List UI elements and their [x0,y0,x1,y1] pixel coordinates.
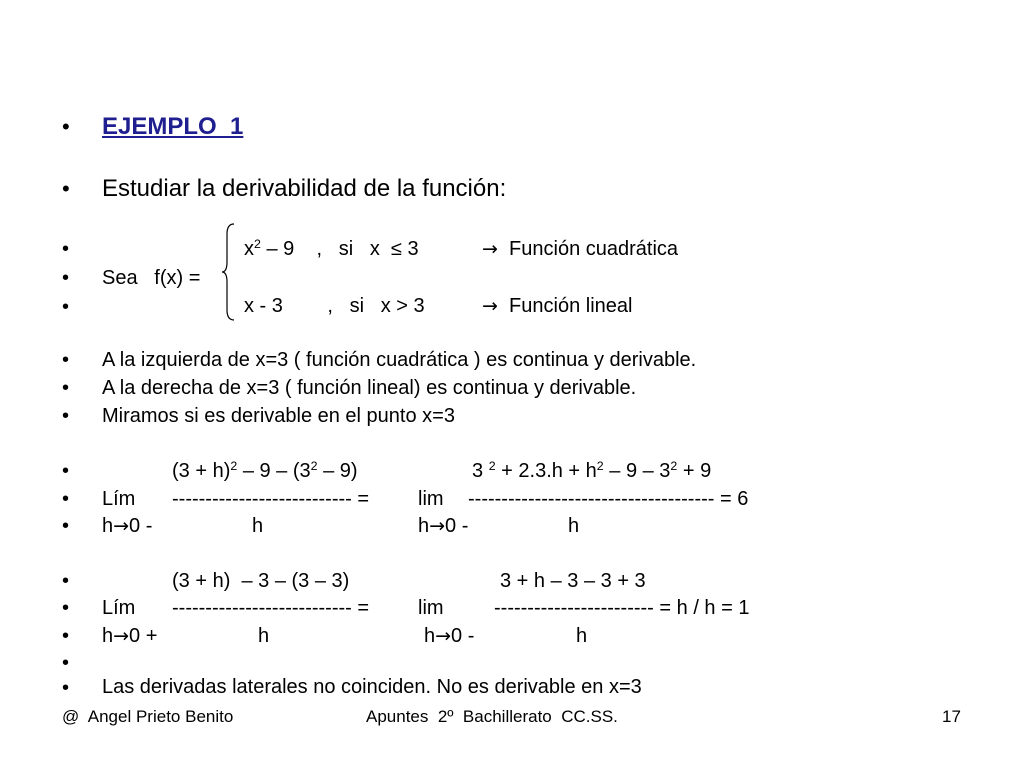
bullet: • [62,405,70,427]
right-limit-numerator-2: 3 + h – 3 – 3 + 3 [500,570,646,592]
arrow-right-icon: → [435,625,452,647]
piece-row-quadratic [244,239,419,259]
arrow-right-icon: → [113,515,130,537]
left-limit-numerator-2: 3 $^2 + 2.3.h + h^2 - 9 - 3^2 + 9$ [472,459,712,482]
conclusion-text: Las derivadas laterales no coinciden. No es derivable en x=3 [102,676,642,698]
piece-label-quadratic: → Función cuadrática [482,238,679,260]
right-limit-subscript-1: h→0 + [102,625,158,647]
bullet: • [62,176,70,201]
bullet: • [62,677,70,699]
footer-page-number: 17 [942,707,961,726]
right-limit-numerator-1: (3 + h) – 3 – (3 – 3) [172,570,350,592]
bullet: • [62,597,70,619]
bullet: • [62,377,70,399]
arrow-right-icon: → [482,238,498,260]
intro-text: Estudiar la derivabilidad de la función: [102,175,507,202]
right-limit-label: Lím [102,597,136,619]
left-limit-fraction-bar-2: ------------------------------------- = 6 [468,488,749,510]
left-limit-subscript-1: h→0 - [102,515,153,537]
left-limit-fraction-bar-1: --------------------------- = [172,488,370,510]
bullet: • [62,349,70,371]
right-limit-label-2: lim [418,597,444,619]
left-limit-label: Lím [102,488,136,510]
bullet: • [62,114,70,139]
bullet: • [62,625,70,647]
bullet: • [62,515,70,537]
left-limit-denominator-2: h [568,515,580,537]
right-limit-denominator-1: h [258,625,270,647]
left-limit-subscript-2: h→0 - [418,515,469,537]
piece-base: x [244,238,254,260]
arrow-right-icon: → [113,625,130,647]
right-limit-subscript-2: h→0 - [424,625,475,647]
bullet: • [62,238,70,260]
bullet: • [62,570,70,592]
left-limit-label-2: lim [418,488,444,510]
slide-title: EJEMPLO 1 [102,113,244,140]
bullet: • [62,488,70,510]
statement-right: A la derecha de x=3 ( función lineal) es continua y derivable. [102,377,637,399]
right-limit-denominator-2: h [576,625,588,647]
left-brace-icon [220,222,238,322]
right-limit-fraction-bar-2: ------------------------ = h / h = 1 [494,597,750,619]
sea-label: Sea f(x) = [102,267,201,289]
footer-course: Apuntes 2º Bachillerato CC.SS. [366,707,618,726]
statement-left: A la izquierda de x=3 ( función cuadrática ) es continua y derivable. [102,349,697,371]
bullet: • [62,460,70,482]
footer-author: @ Angel Prieto Benito [62,707,234,726]
piece-row-linear: x - 3 , si x > 3 [244,295,425,317]
piece-label-linear: → Función lineal [482,295,633,317]
bullet: • [62,652,70,674]
left-limit-numerator-1: $(3 + h)^2 - 9 - (3^2 - 9)$ [172,459,358,482]
bullet: • [62,296,70,318]
arrow-right-icon: → [429,515,446,537]
right-limit-fraction-bar-1: --------------------------- = [172,597,370,619]
bullet: • [62,267,70,289]
left-limit-denominator-1: h [252,515,264,537]
piece-condition: – 9 , si x ≤ 3 [260,238,419,260]
piece-exponent: 2 [254,237,261,252]
arrow-right-icon: → [482,295,498,317]
statement-check: Miramos si es derivable en el punto x=3 [102,405,455,427]
